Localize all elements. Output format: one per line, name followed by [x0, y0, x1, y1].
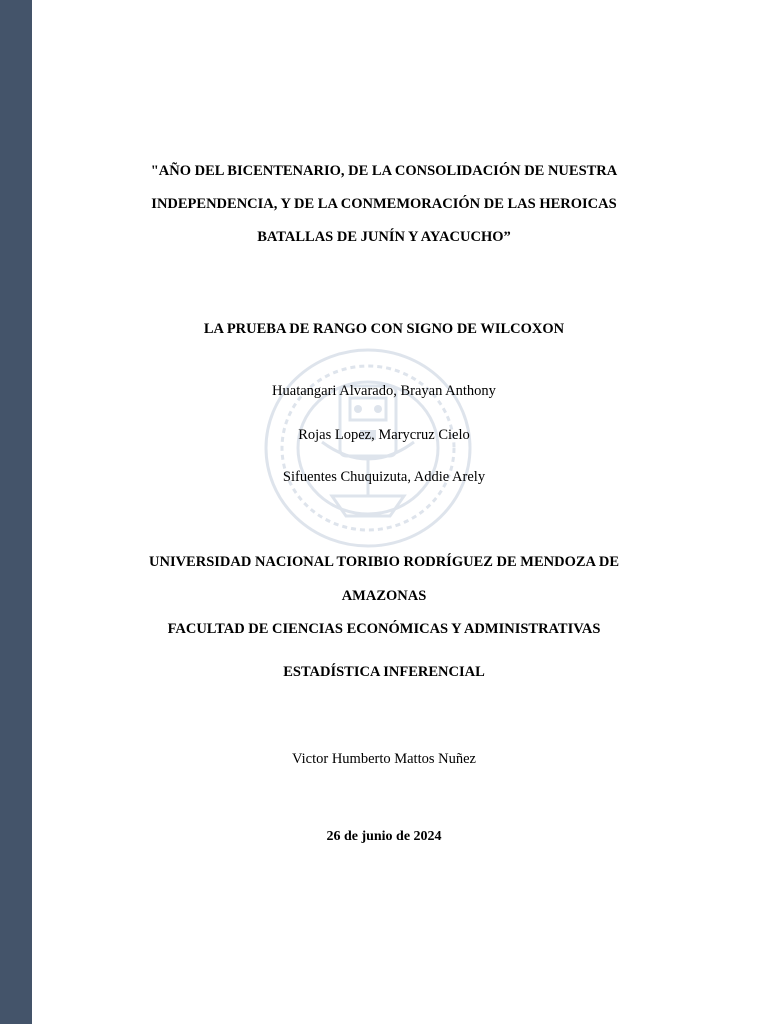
faculty-name: FACULTAD DE CIENCIAS ECONÓMICAS Y ADMINISTRATIVAS	[167, 621, 601, 637]
course-name: ESTADÍSTICA INFERENCIAL	[283, 664, 485, 680]
document-date: 26 de junio de 2024	[326, 829, 442, 844]
motto-line-1: "AÑO DEL BICENTENARIO, DE LA CONSOLIDACIÓN DE NUESTRA	[150, 163, 618, 179]
motto-line-3: BATALLAS DE JUNÍN Y AYACUCHO”	[257, 229, 511, 245]
left-color-bar	[0, 0, 32, 1024]
author-1: Huatangari Alvarado, Brayan Anthony	[272, 383, 496, 399]
university-line-1: UNIVERSIDAD NACIONAL TORIBIO RODRÍGUEZ DE MENDOZA DE	[149, 554, 619, 570]
university-line-2: AMAZONAS	[341, 588, 427, 604]
document-title: LA PRUEBA DE RANGO CON SIGNO DE WILCOXON	[203, 321, 565, 337]
author-3: Sifuentes Chuquizuta, Addie Arely	[282, 469, 486, 485]
teacher-name: Victor Humberto Mattos Nuñez	[292, 751, 476, 767]
university-seal-watermark-icon	[262, 346, 474, 550]
author-2: Rojas Lopez, Marycruz Cielo	[298, 427, 470, 443]
motto-line-2: INDEPENDENCIA, Y DE LA CONMEMORACIÓN DE LAS HEROICAS	[151, 196, 617, 212]
